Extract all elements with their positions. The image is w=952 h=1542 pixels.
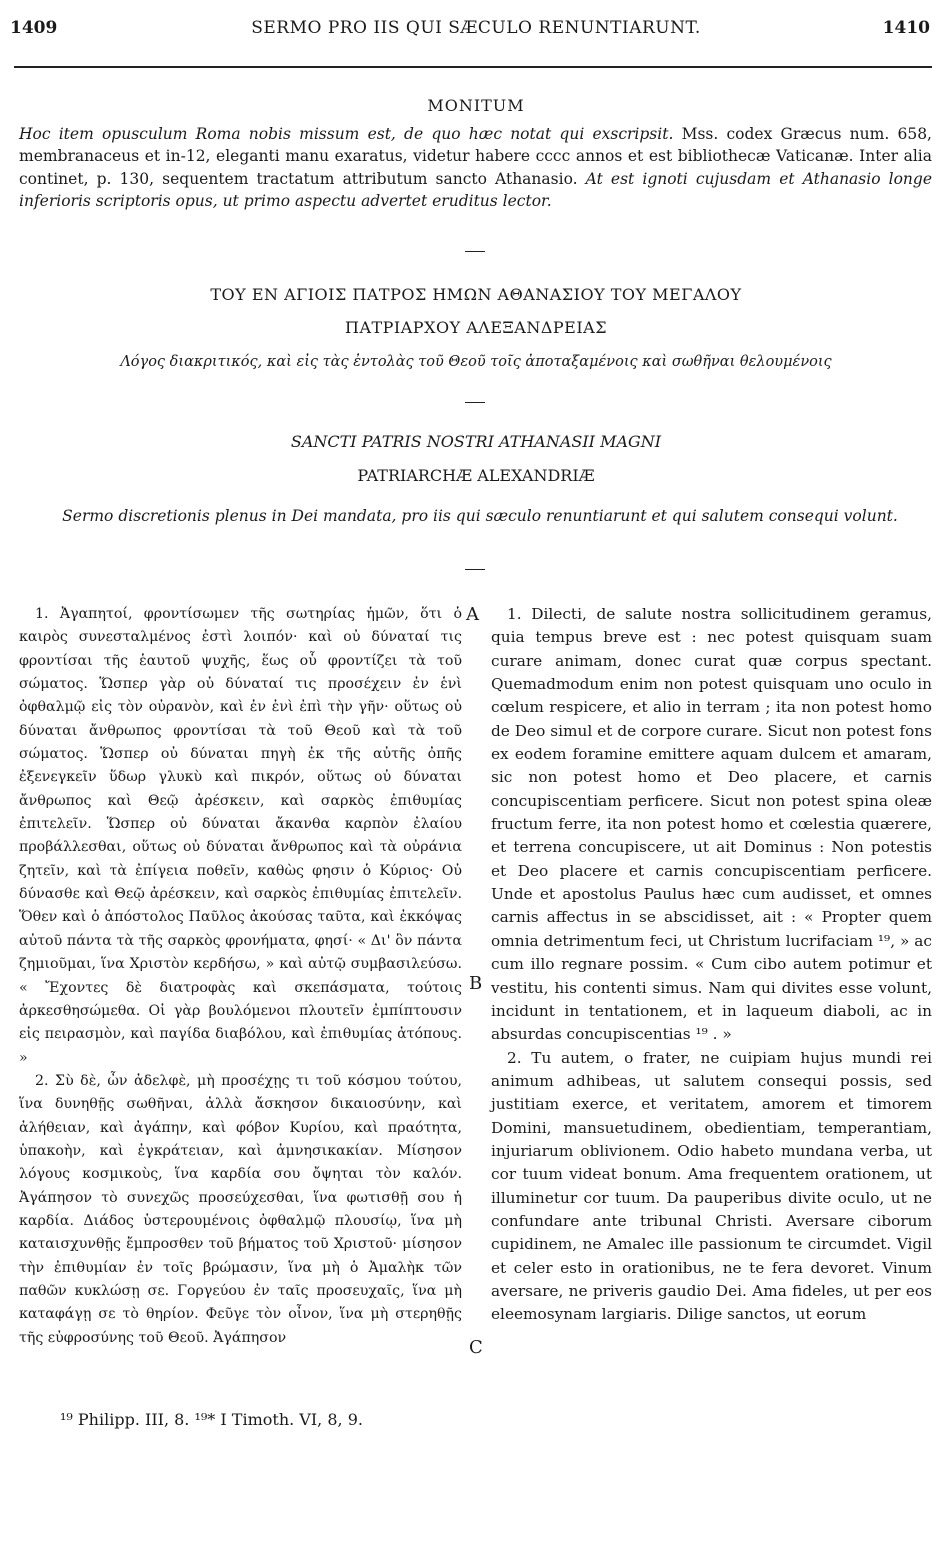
- monitum-text-roman: Mss. codex Græcus num. 658, membranaceus et in-12, eleganti manu exaratus, videtur habere cccc annos et est bibliothecæ Vaticanæ. Inter alia continet, p. 130, sequentem tractatum attributum sancto Athanasio.: [19, 125, 932, 188]
- latin-title-line2: PATRIARCHÆ ALEXANDRIÆ: [357, 466, 595, 485]
- monitum-text-italic-1: Hoc item opusculum Roma nobis missum est, de quo hæc notat qui exscripsit.: [19, 125, 674, 143]
- greek-subtitle: Λόγος διακριτικός, καὶ εἰς τὰς ἐντολὰς τοῦ Θεοῦ τοῖς ἀποταξαμένοις καὶ σωθῆναι θελουμένοις: [120, 354, 832, 370]
- section-divider: [465, 569, 485, 570]
- latin-column: [491, 603, 932, 1327]
- greek-title-line2: ΠΑΤΡΙΑΡΧΟΥ ΑΛΕΞΑΝΔΡΕΙΑΣ: [344, 318, 608, 337]
- page-header: [0, 18, 952, 48]
- footnotes: ¹⁹ Philipp. III, 8. ¹⁹* I Timoth. VI, 8, 9.: [60, 1410, 363, 1429]
- greek-column: [19, 603, 462, 1350]
- latin-paragraph-1: 1. Dilecti, de salute nostra sollicitudinem geramus, quia tempus breve est : nec potest quisquam suam curare animam, donec curat quæ corpus spectant. Quemadmodum enim non potest quisquam uno oculo in cœlum respicere, et alio in terram ; ita non potest homo de Deo simul et de corpore curare. Sicut non potest fons ex eodem foramine emittere aquam dulcem et amaram, sic non potest homo et Deo placere, et carnis concupiscentiam perficere. Sicut non potest spina oleæ fructum ferre, ita non potest homo et cœlestia quærere, et terrena concupiscere, ut ait Dominus : Non potestis et Deo placere et carnis concupiscentiam perficere. Unde et apostolus Paulus hæc cum audisset, et omnes carnis affectus in se abscidisset, ait : « Propter quem omnia detrimentum feci, ut Christum lucrifaciam ¹⁹, » ac cum illo regnare possim. « Cum cibo autem potimur et vestitu, his contenti simus. Nam qui divites esse volunt, incidunt in tentationem, et in laqueum diaboli, ac in absurdas concupiscentias ¹⁹ . »: [491, 605, 932, 1044]
- page-number-right: 1410: [882, 18, 930, 38]
- latin-title-line1: SANCTI PATRIS NOSTRI ATHANASII MAGNI: [290, 432, 662, 451]
- greek-title-line1: ΤΟΥ ΕΝ ΑΓΙΟΙΣ ΠΑΤΡΟΣ ΗΜΩΝ ΑΘΑΝΑΣΙΟΥ ΤΟΥ ΜΕΓΑΛΟΥ: [210, 285, 742, 304]
- margin-marker-a: A: [466, 604, 479, 625]
- header-rule: [14, 66, 932, 68]
- margin-marker-b: B: [469, 973, 483, 994]
- monitum-text-italic-2: At est ignoti cujusdam et Athanasio longe inferioris scriptoris opus, ut primo aspectu advertet eruditus lector.: [19, 169, 932, 210]
- monitum-text: [19, 123, 932, 212]
- page-number-left: 1409: [10, 18, 58, 38]
- running-title: SERMO PRO IIS QUI SÆCULO RENUNTIARUNT.: [251, 18, 701, 38]
- section-divider: [465, 251, 485, 252]
- latin-paragraph-2: 2. Tu autem, o frater, ne cuipiam hujus mundi rei animum adhibeas, ut salutem consequi possis, sed justitiam exerce, et veritatem, amorem et timorem Domini, mansuetudinem, obedientiam, temperantiam, injuriarum oblivionem. Odio habeto mundana verba, ut cor tuum videat bonum. Ama frequentem orationem, ut illuminetur cor tuum. Da pauperibus divite oculo, ut ne confundare ante tribunal Christi. Aversare ciborum cupidinem, ne Amalec ille passionum te circumdet. Vigil et celer esto in orationibus, ne te fera devoret. Vinum aversare, ne priveris gaudio Dei. Ama fideles, ut per eos eleemosynam largiaris. Dilige sanctos, ut eorum: [491, 1048, 932, 1324]
- monitum-title: MONITUM: [427, 96, 525, 115]
- section-divider: [465, 402, 485, 403]
- latin-subtitle: Sermo discretionis plenus in Dei mandata, pro iis qui sæculo renuntiarunt et qui salutem consequi volunt.: [62, 507, 898, 525]
- greek-paragraph-1: 1. Ἀγαπητοί, φροντίσωμεν τῆς σωτηρίας ἡμῶν, ὅτι ὁ καιρὸς συνεσταλμένος ἐστὶ λοιπόν· καὶ οὐ δύναταί τις φροντίσαι τῆς ἑαυτοῦ ψυχῆς, ἕως οὗ φροντίζει τὰ τοῦ σώματος. Ὥσπερ γὰρ οὐ δύναταί τις προσέχειν ἐν ἑνὶ ὀφθαλμῷ εἰς τὸν οὐρανὸν, καὶ ἐν ἑνὶ ἐπὶ τὴν γῆν· οὕτως οὐ δύναται ἄνθρωπος φροντίσαι τὰ τοῦ Θεοῦ καὶ τὰ τοῦ σώματος. Ὥσπερ οὐ δύναται πηγὴ ἐκ τῆς αὐτῆς ὀπῆς ἐξενεγκεῖν ὕδωρ γλυκὺ καὶ πικρόν, οὕτως οὐ δύναται ἄνθρωπος καὶ Θεῷ ἀρέσκειν, καὶ σαρκὸς ἐπιθυμίας ἐπιτελεῖν. Ὥσπερ οὐ δύναται ἄκανθα καρπὸν ἐλαίου προβάλλεσθαι, οὕτως οὐ δύναται ἄνθρωπος καὶ τὰ οὐράνια ζητεῖν, καὶ τὰ ἐπίγεια ποθεῖν, καθὼς φησιν ὁ Κύριος· Οὐ δύνασθε καὶ Θεῷ ἀρέσκειν, καὶ σαρκὸς ἐπιθυμίας ἐπιτελεῖν. Ὅθεν καὶ ὁ ἀπόστολος Παῦλος ἀκούσας ταῦτα, καὶ ἐκκόψας αὐτοῦ πάντα τὰ τῆς σαρκὸς φρονήματα, φησί· « Δι' ὃν πάντα ζημιοῦμαι, ἵνα Χριστὸν κερδήσω, » καὶ αὐτῷ συμβασιλεύσω. « Ἔχοντες δὲ διατροφὰς καὶ σκεπάσματα, τούτοις ἀρκεσθησώμεθα. Οἱ γὰρ βουλόμενοι πλουτεῖν ἐμπίπτουσιν εἰς πειρασμὸν, καὶ παγίδα διαβόλου, καὶ ἐπιθυμίας ἀτόπους. »: [19, 606, 462, 1066]
- margin-marker-c: C: [469, 1337, 483, 1358]
- greek-paragraph-2: 2. Σὺ δὲ, ὦν ἀδελφὲ, μὴ προσέχῃς τι τοῦ κόσμου τούτου, ἵνα δυνηθῇς σωθῆναι, ἀλλὰ ἄσκησον δικαιοσύνην, καὶ ἀλήθειαν, καὶ ἀγάπην, καὶ φόβον Κυρίου, καὶ πραότητα, ὑπακοὴν, καὶ ἐγκράτειαν, καὶ ἀμνησικακίαν. Μίσησον λόγους κοσμικοὺς, ἵνα καρδία σου ὄψηται τὸν καλόν. Ἀγάπησον τὸ συνεχῶς προσεύχεσθαι, ἵνα φωτισθῇ σου ἡ καρδία. Διάδος ὑστερουμένοις ὀφθαλμῷ πλουσίῳ, ἵνα μὴ καταισχυνθῇς ἔμπροσθεν τοῦ βήματος τοῦ Χριστοῦ· μίσησον τὴν ἐπιθυμίαν ἐν τοῖς βρώμασιν, ἵνα μὴ ὁ Ἀμαλὴκ τῶν παθῶν κυκλώσῃ σε. Γοργεύου ἐν ταῖς προσευχαῖς, ἵνα μὴ καταφάγῃ σε τὸ θηρίον. Φεῦγε τὸν οἶνον, ἵνα μὴ στερηθῇς τῆς εὐφροσύνης τοῦ Θεοῦ. Ἀγάπησον: [19, 1072, 462, 1346]
